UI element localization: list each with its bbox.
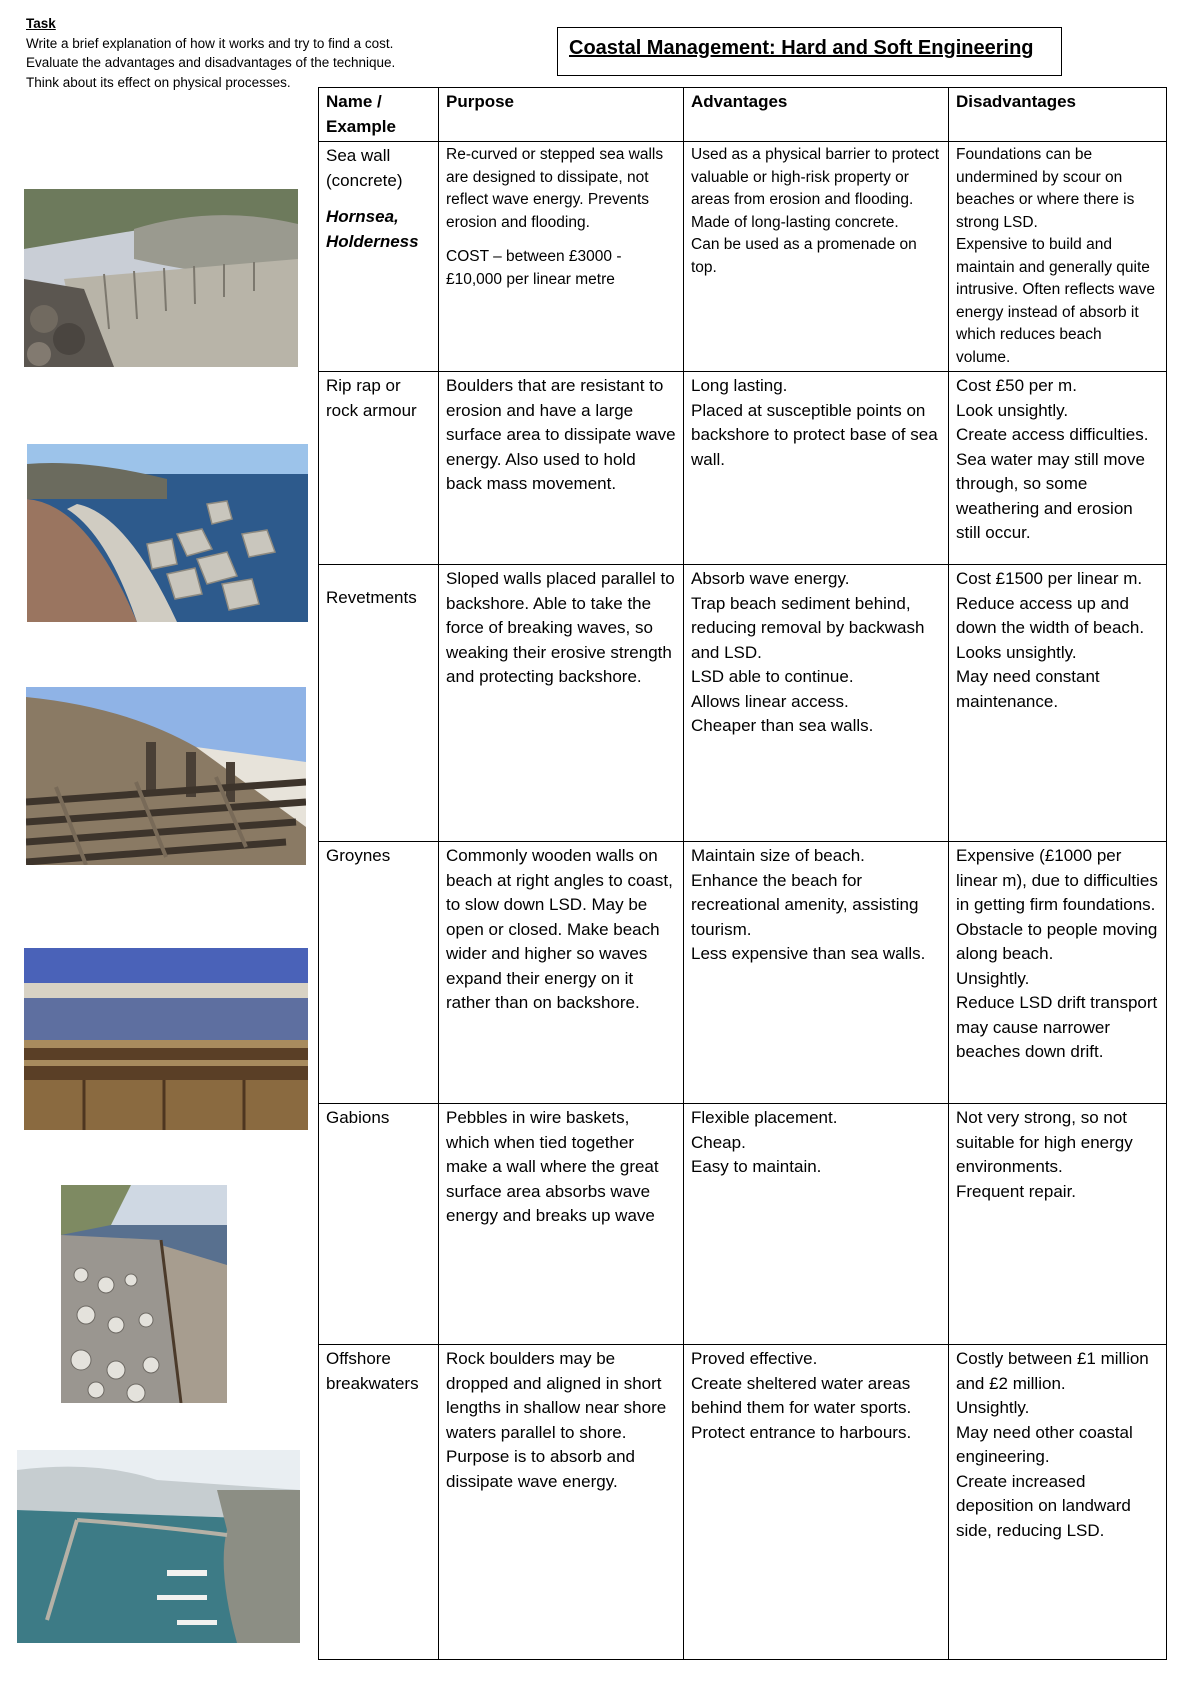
- advantages-cell: [684, 1104, 949, 1345]
- advantages-cell: [684, 1345, 949, 1660]
- advantages-cell: [684, 842, 949, 1104]
- disadvantage-item: Foundations can be undermined by scour on beaches or where there is strong LSD.: [956, 146, 1135, 231]
- disadvantage-item: Create access difficulties.: [956, 425, 1149, 444]
- advantage-item: Less expensive than sea walls.: [691, 944, 926, 963]
- advantage-item: Absorb wave energy.: [691, 569, 850, 588]
- advantage-item: Cheaper than sea walls.: [691, 716, 874, 735]
- table-row: [319, 565, 1167, 842]
- disadvantage-item: Look unsightly.: [956, 400, 1069, 420]
- name-cell: [319, 142, 439, 372]
- header-disadvantages: Disadvantages: [949, 88, 1167, 142]
- advantage-item: Allows linear access.: [691, 691, 849, 711]
- technique-name: Sea wall (concrete): [326, 146, 403, 190]
- purpose-cell: [439, 142, 684, 372]
- advantage-item: Flexible placement.: [691, 1108, 838, 1127]
- disadvantages-cell: [949, 372, 1167, 565]
- technique-name: Groynes: [326, 846, 391, 865]
- disadvantage-item: Unsightly.: [956, 1398, 1030, 1417]
- purpose-text: Re-curved or stepped sea walls are designed to dissipate, not reflect wave energy. Prevents erosion and flooding.: [446, 146, 664, 231]
- task-line: Think about its effect on physical processes.: [26, 74, 291, 90]
- advantage-item: Protect entrance to harbours.: [691, 1422, 912, 1442]
- disadvantages-cell: [949, 1345, 1167, 1660]
- gabions-photo: [61, 1185, 227, 1403]
- task-heading: Task: [26, 16, 56, 31]
- disadvantage-item: Reduce access up and down the width of beach.: [956, 593, 1145, 637]
- header-row: [319, 88, 1167, 142]
- name-cell: [319, 565, 439, 842]
- disadvantages-cell: [949, 142, 1167, 372]
- disadvantage-item: Not very strong, so not suitable for high energy environments.: [956, 1108, 1133, 1176]
- name-cell: [319, 372, 439, 565]
- disadvantage-item: Reduce LSD drift transport may cause narrower beaches down drift.: [956, 993, 1158, 1061]
- table-row: [319, 1345, 1167, 1660]
- table-row: [319, 372, 1167, 565]
- disadvantages-cell: [949, 842, 1167, 1104]
- purpose-text: Boulders that are resistant to erosion and have a large surface area to dissipate wave energy. Also used to hold back mass movement.: [446, 376, 676, 493]
- table-row: [319, 1104, 1167, 1345]
- purpose-text: Sloped walls placed parallel to backshore. Able to take the force of breaking waves, so weaking their erosive strength and protecting backshore.: [446, 569, 675, 686]
- advantage-item: Proved effective.: [691, 1349, 818, 1368]
- advantage-item: Placed at susceptible points on backshore to protect base of sea wall.: [691, 400, 938, 469]
- purpose-cell: [439, 842, 684, 1104]
- advantages-cell: [684, 565, 949, 842]
- advantages-cell: [684, 142, 949, 372]
- advantage-item: Long lasting.: [691, 376, 788, 395]
- disadvantage-item: Costly between £1 million and £2 million.: [956, 1349, 1149, 1393]
- purpose-text: Rock boulders may be dropped and aligned in short lengths in shallow near shore waters parallel to shore. Purpose is to absorb and dissipate wave energy.: [446, 1349, 667, 1491]
- task-line: Evaluate the advantages and disadvantages of the technique.: [26, 55, 396, 70]
- breakwaters-photo: [17, 1450, 300, 1643]
- advantage-item: Maintain size of beach.: [691, 846, 865, 865]
- advantages-cell: [684, 372, 949, 565]
- technique-name: Revetments: [326, 588, 417, 607]
- purpose-text: Commonly wooden walls on beach at right angles to coast, to slow down LSD. May be open or closed. Make beach wider and higher so waves expand their energy on it rather than on backshore.: [446, 846, 673, 1012]
- disadvantages-cell: [949, 1104, 1167, 1345]
- advantage-item: Enhance the beach for recreational amenity, assisting tourism.: [691, 870, 919, 939]
- coastal-management-table: [318, 87, 1167, 1660]
- purpose-cell: [439, 1104, 684, 1345]
- advantage-item: Trap beach sediment behind, reducing removal by backwash and LSD.: [691, 593, 925, 662]
- rip-rap-photo: [27, 444, 308, 622]
- name-cell: [319, 1104, 439, 1345]
- purpose-text: Pebbles in wire baskets, which when tied together make a wall where the great surface area absorbs wave energy and breaks up wave: [446, 1108, 659, 1225]
- example-location: Hornsea, Holderness: [326, 207, 419, 251]
- disadvantage-item: Create increased deposition on landward side, reducing LSD.: [956, 1471, 1131, 1540]
- technique-name: Rip rap or rock armour: [326, 376, 417, 420]
- advantage-item: Used as a physical barrier to protect valuable or high-risk property or areas from erosion and flooding.: [691, 146, 940, 208]
- advantage-item: Easy to maintain.: [691, 1157, 822, 1176]
- disadvantage-item: May need other coastal engineering.: [956, 1422, 1133, 1466]
- disadvantage-item: Obstacle to people moving along beach.: [956, 919, 1158, 963]
- disadvantage-item: Frequent repair.: [956, 1181, 1077, 1201]
- disadvantage-item: Expensive (£1000 per linear m), due to difficulties in getting firm foundations.: [956, 846, 1158, 914]
- purpose-cell: [439, 372, 684, 565]
- disadvantage-item: Unsightly.: [956, 968, 1030, 988]
- advantage-item: Cheap.: [691, 1132, 746, 1152]
- disadvantage-item: Looks unsightly.: [956, 642, 1077, 662]
- purpose-cell: [439, 565, 684, 842]
- disadvantages-cell: [949, 565, 1167, 842]
- disadvantage-item: Cost £1500 per linear m.: [956, 569, 1143, 588]
- disadvantage-item: Expensive to build and maintain and generally quite intrusive. Often reflects wave energy instead of absorb it which reduces beach volume.: [956, 236, 1155, 366]
- task-line: Write a brief explanation of how it works and try to find a cost.: [26, 35, 394, 51]
- advantage-item: LSD able to continue.: [691, 667, 854, 686]
- table-row: [319, 142, 1167, 372]
- technique-name: Offshore breakwaters: [326, 1349, 419, 1393]
- disadvantage-item: May need constant maintenance.: [956, 667, 1100, 711]
- advantage-item: Made of long-lasting concrete.: [691, 213, 899, 231]
- sea-wall-photo: [24, 189, 298, 367]
- technique-name: Gabions: [326, 1108, 390, 1127]
- cost-text: COST – between £3000 - £10,000 per linear metre: [446, 248, 622, 288]
- purpose-cell: [439, 1345, 684, 1660]
- table-row: [319, 842, 1167, 1104]
- page-title: Coastal Management: Hard and Soft Engineering: [569, 37, 1034, 59]
- advantage-item: Can be used as a promenade on top.: [691, 236, 917, 276]
- header-purpose: Purpose: [439, 88, 684, 142]
- title-box: [557, 27, 1062, 76]
- header-name: Name / Example: [319, 88, 439, 142]
- disadvantage-item: Cost £50 per m.: [956, 376, 1077, 395]
- name-cell: [319, 842, 439, 1104]
- advantage-item: Create sheltered water areas behind them for water sports.: [691, 1373, 912, 1417]
- disadvantage-item: Sea water may still move through, so some weathering and erosion still occur.: [956, 449, 1145, 542]
- groynes-photo: [24, 948, 308, 1130]
- task-instructions: [26, 14, 446, 92]
- revetments-photo: [26, 687, 306, 865]
- name-cell: [319, 1345, 439, 1660]
- header-advantages: Advantages: [684, 88, 949, 142]
